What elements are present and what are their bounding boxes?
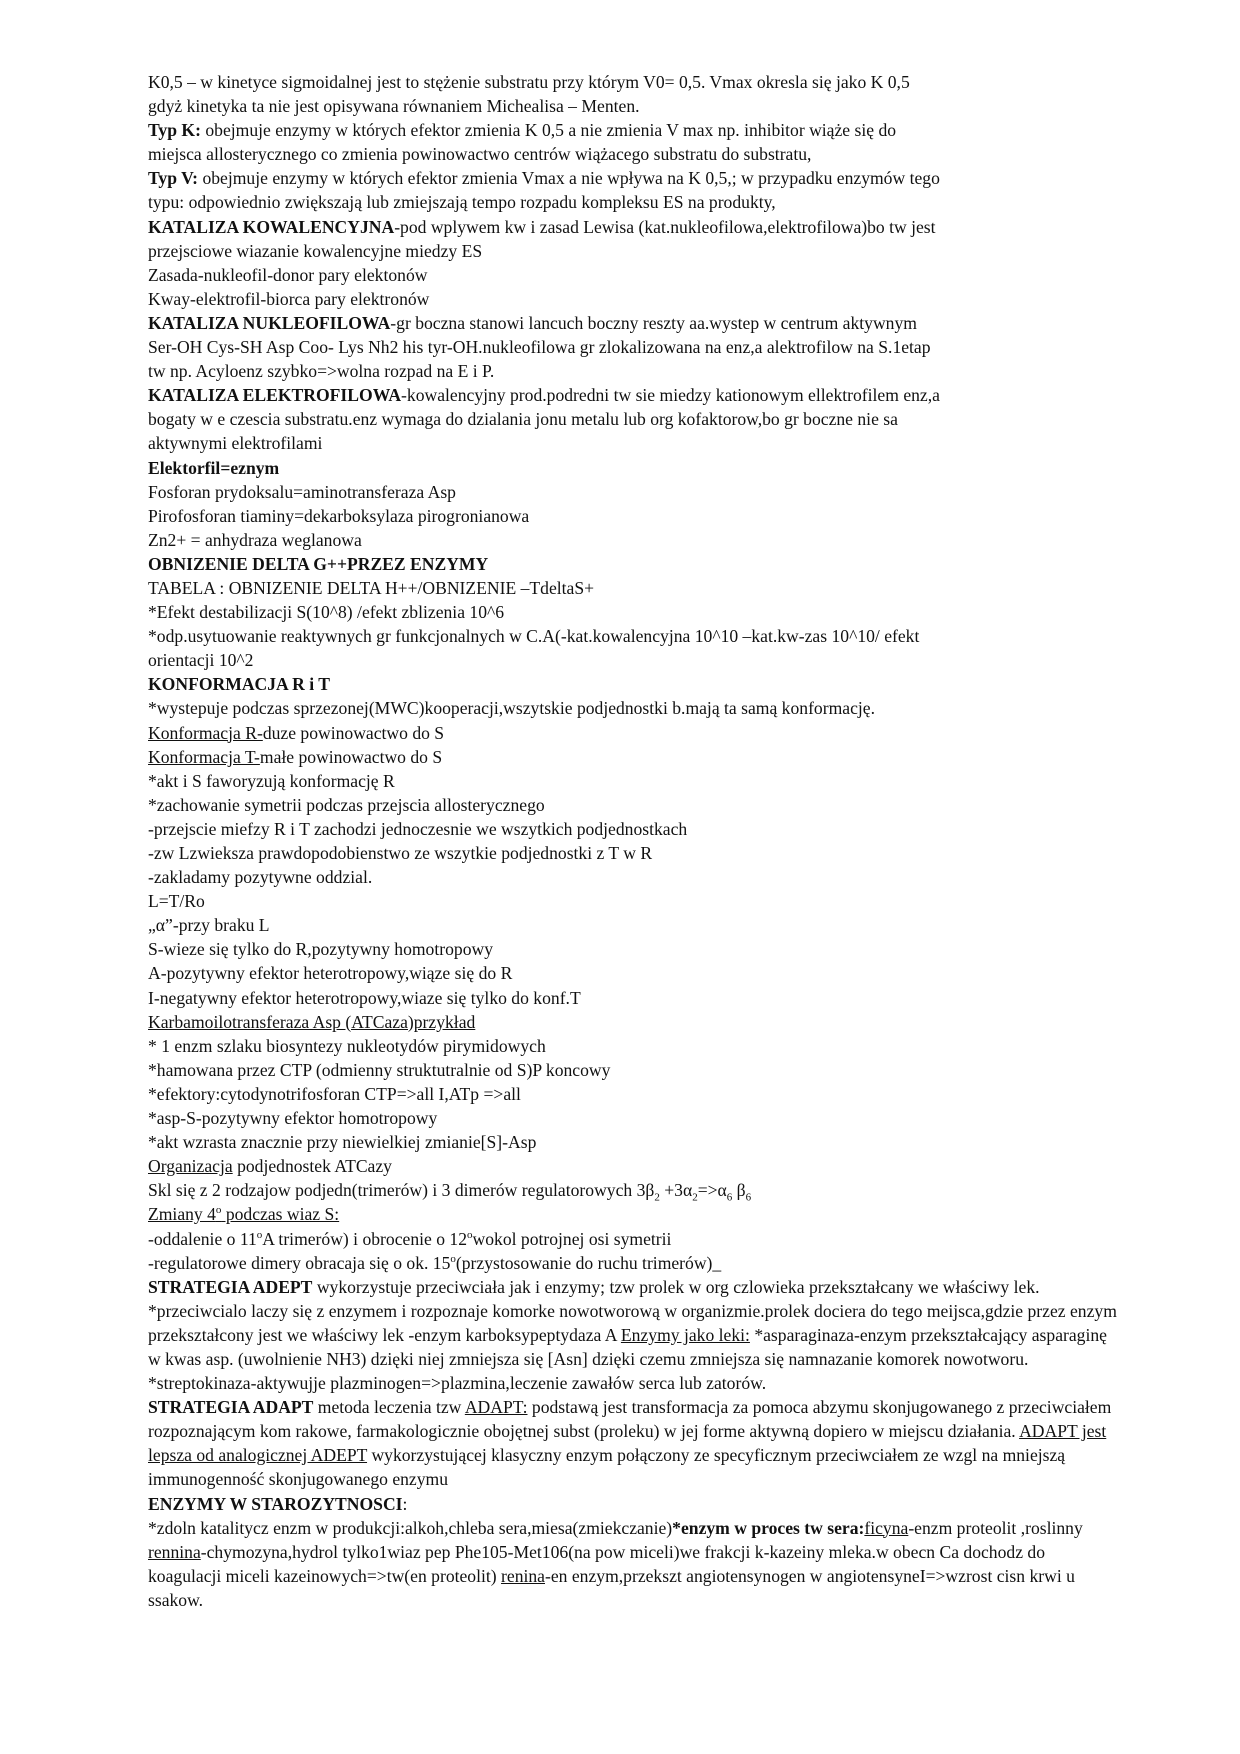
text-line: TABELA : OBNIZENIE DELTA H++/OBNIZENIE –TdeltaS+ bbox=[148, 577, 595, 598]
text-line: „α”-przy braku L bbox=[148, 915, 270, 936]
paragraph-strategia-adapt: STRATEGIA ADAPT metoda leczenia tzw ADAPT: podstawą jest transformacja za pomoca abzymu skonjugowanego z przeciwciałem rozpoznającym kom rakowe, farmakologicznie obojętnej subst (proleku) w jej forme aktywną dopiero w miejscu działania. ADAPT jest lepsza od analogicznej ADEPT wykorzystującej klasyczny enzym połączony ze specyficznym przeciwciałem ze wzgl na mniejszą immunogenność skonjugowanego enzymu bbox=[148, 1397, 1112, 1490]
text-line: gdyż kinetyka ta nie jest opisywana równaniem Michealisa – Menten. bbox=[148, 96, 640, 117]
text-line: Pirofosforan tiaminy=dekarboksylaza pirogronianowa bbox=[148, 505, 530, 526]
text-line: -oddalenie o 11$^o$A trimerów) i obrocenie o 12$^o$wokol potrojnej osi symetrii bbox=[148, 1228, 672, 1249]
heading-kataliza-elektrofilowa: KATALIZA ELEKTROFILOWA-kowalencyjny prod.podredni tw sie miedzy kationowym ellektrofilem enz,a bbox=[148, 385, 940, 406]
heading-kataliza-kowalencyjna: KATALIZA KOWALENCYJNA-pod wplywem kw i zasad Lewisa (kat.nukleofilowa,elektrofilowa)bo tw jest bbox=[148, 216, 936, 237]
paragraph-strategia-adept: STRATEGIA ADEPT wykorzystuje przeciwciała jak i enzymy; tzw prolek w org czlowieka przekształcany we właściwy lek. *przeciwcialo laczy się z enzymem i rozpoznaje komorke nowotworową w organizmie.prolek dociera do tego meijsca,gdzie przez enzym przekształcony jest we właściwy lek -enzym karboksypeptydaza A Enzymy jako leki: *asparaginaza-enzym przekształcający asparaginę w kwas asp. (uwolnienie NH3) dzięki niej zmniejsza się [Asn] dzięki czemu zmniejsza się namnazanie komorek nowotworu. *streptokinaza-aktywujje plazminogen=>plazmina,leczenie zawałów serca lub zatorów. bbox=[148, 1276, 1117, 1394]
text-line: Karbamoilotransferaza Asp (ATCaza)przykład bbox=[148, 1011, 476, 1032]
text-line: *odp.usytuowanie reaktywnych gr funkcjonalnych w C.A(-kat.kowalencyjna 10^10 –kat.kw-zas 10^10/ efekt bbox=[148, 626, 920, 647]
text-line: -regulatorowe dimery obracaja się o ok. 15$^o$(przystosowanie do ruchu trimerów)_ bbox=[148, 1252, 722, 1273]
text-line: orientacji 10^2 bbox=[148, 650, 254, 671]
text-line: * 1 enzm szlaku biosyntezy nukleotydów pirymidowych bbox=[148, 1035, 546, 1056]
text-line: Organizacja podjednostek ATCazy bbox=[148, 1156, 392, 1177]
text-line: Skl się z 2 rodzajow podjedn(trimerów) i 3 dimerów regulatorowych $3\beta_2 +3\alpha_2=>\alpha_6$ $\beta_6$ bbox=[148, 1180, 752, 1204]
text-line: *wystepuje podczas sprzezonej(MWC)kooperacji,wszytskie podjednostki b.mają ta samą konformację. bbox=[148, 698, 875, 719]
heading-kataliza-nukleofilowa: KATALIZA NUKLEOFILOWA-gr boczna stanowi lancuch boczny reszty aa.wystep w centrum aktywnym bbox=[148, 312, 917, 333]
text-line: Fosforan prydoksalu=aminotransferaza Asp bbox=[148, 481, 456, 502]
text-line: Typ V: obejmuje enzymy w których efektor zmienia Vmax a nie wpływa na K 0,5,; w przypadku enzymów tego bbox=[148, 168, 940, 189]
text-line: I-negatywny efektor heterotropowy,wiaze się tylko do konf.T bbox=[148, 987, 581, 1008]
paragraph-enzymy-w-starozytnosci: *zdoln katalitycz enzm w produkcji:alkoh,chleba sera,miesa(zmiekczanie)*enzym w proces tw sera:ficyna-enzm proteolit ,roslinny rennina-chymozyna,hydrol tylko1wiaz pep Phe105-Met106(na pow miceli)we frakcji k-kazeiny mleka.w obecn Ca dochodz do koagulacji miceli kazeinowych=>tw(en proteolit) renina-en enzym,przekszt angiotensynogen w angiotensyneI=>wzrost cisn krwi u ssakow. bbox=[148, 1517, 1083, 1610]
text-line: *akt wzrasta znacznie przy niewielkiej zmianie[S]-Asp bbox=[148, 1132, 537, 1153]
text-line: *akt i S faworyzują konformację R bbox=[148, 770, 395, 791]
text-line: -zw Lzwieksza prawdopodobienstwo ze wszytkie podjednostki z T w R bbox=[148, 843, 653, 863]
text-line: aktywnymi elektrofilami bbox=[148, 433, 323, 454]
text-line: Konformacja R-duze powinowactwo do S bbox=[148, 722, 445, 743]
text-line: Zmiany 4$^o$ podczas wiaz S: bbox=[148, 1204, 340, 1225]
text-line: Ser-OH Cys-SH Asp Coo- Lys Nh2 his tyr-OH.nukleofilowa gr zlokalizowana na enz,a alektrofilow na S.1etap bbox=[148, 337, 931, 358]
text-line: *zachowanie symetrii podczas przejscia allosterycznego bbox=[148, 794, 545, 815]
text-line: K0,5 – w kinetyce sigmoidalnej jest to stężenie substratu przy którym V0= 0,5. Vmax okresla się jako K 0,5 bbox=[148, 72, 910, 92]
text-line: A-pozytywny efektor heterotropowy,wiąze się do R bbox=[148, 963, 513, 984]
heading-obnizenie-delta-g: OBNIZENIE DELTA G++PRZEZ ENZYMY bbox=[148, 553, 489, 574]
text-line: -przejscie miefzy R i T zachodzi jednoczesnie we wszytkich podjednostkach bbox=[148, 818, 688, 839]
text-line: Zn2+ = anhydraza weglanowa bbox=[148, 529, 362, 550]
text-line: *asp-S-pozytywny efektor homotropowy bbox=[148, 1108, 438, 1129]
text-line: Typ K: obejmuje enzymy w których efektor zmienia K 0,5 a nie zmienia V max np. inhibitor wiąże się do bbox=[148, 120, 897, 141]
text-line: miejsca allosterycznego co zmienia powinowactwo centrów wiążacego substratu do substratu, bbox=[148, 144, 812, 165]
text-line: Zasada-nukleofil-donor pary elektonów bbox=[148, 264, 428, 285]
heading-enzymy-w-starozytnosci: ENZYMY W STAROZYTNOSCI: bbox=[148, 1493, 408, 1514]
text-line: tw np. Acyloenz szybko=>wolna rozpad na E i P. bbox=[148, 361, 495, 382]
text-line: przejsciowe wiazanie kowalencyjne miedzy ES bbox=[148, 240, 483, 261]
text-line: L=T/Ro bbox=[148, 891, 205, 912]
text-line: Kway-elektrofil-biorca pary elektronów bbox=[148, 288, 430, 309]
text-line: *efektory:cytodynotrifosforan CTP=>all I,ATp =>all bbox=[148, 1083, 521, 1104]
text-line: S-wieze się tylko do R,pozytywny homotropowy bbox=[148, 939, 493, 960]
heading-konformacja-r-i-t: KONFORMACJA R i T bbox=[148, 674, 330, 695]
text-line: bogaty w e czescia substratu.enz wymaga do dzialania jonu metalu lub org kofaktorow,bo gr boczne nie sa bbox=[148, 409, 898, 430]
text-line: Konformacja T-małe powinowactwo do S bbox=[148, 746, 443, 767]
text-line: *Efekt destabilizacji S(10^8) /efekt zblizenia 10^6 bbox=[148, 602, 505, 623]
text-line: typu: odpowiednio zwiększają lub zmiejszają tempo rozpadu kompleksu ES na produkty, bbox=[148, 192, 776, 213]
text-line: -zakladamy pozytywne oddzial. bbox=[148, 867, 373, 888]
text-line-bold: Elektorfil=eznym bbox=[148, 457, 280, 478]
text-line: *hamowana przez CTP (odmienny struktutralnie od S)P koncowy bbox=[148, 1059, 611, 1080]
